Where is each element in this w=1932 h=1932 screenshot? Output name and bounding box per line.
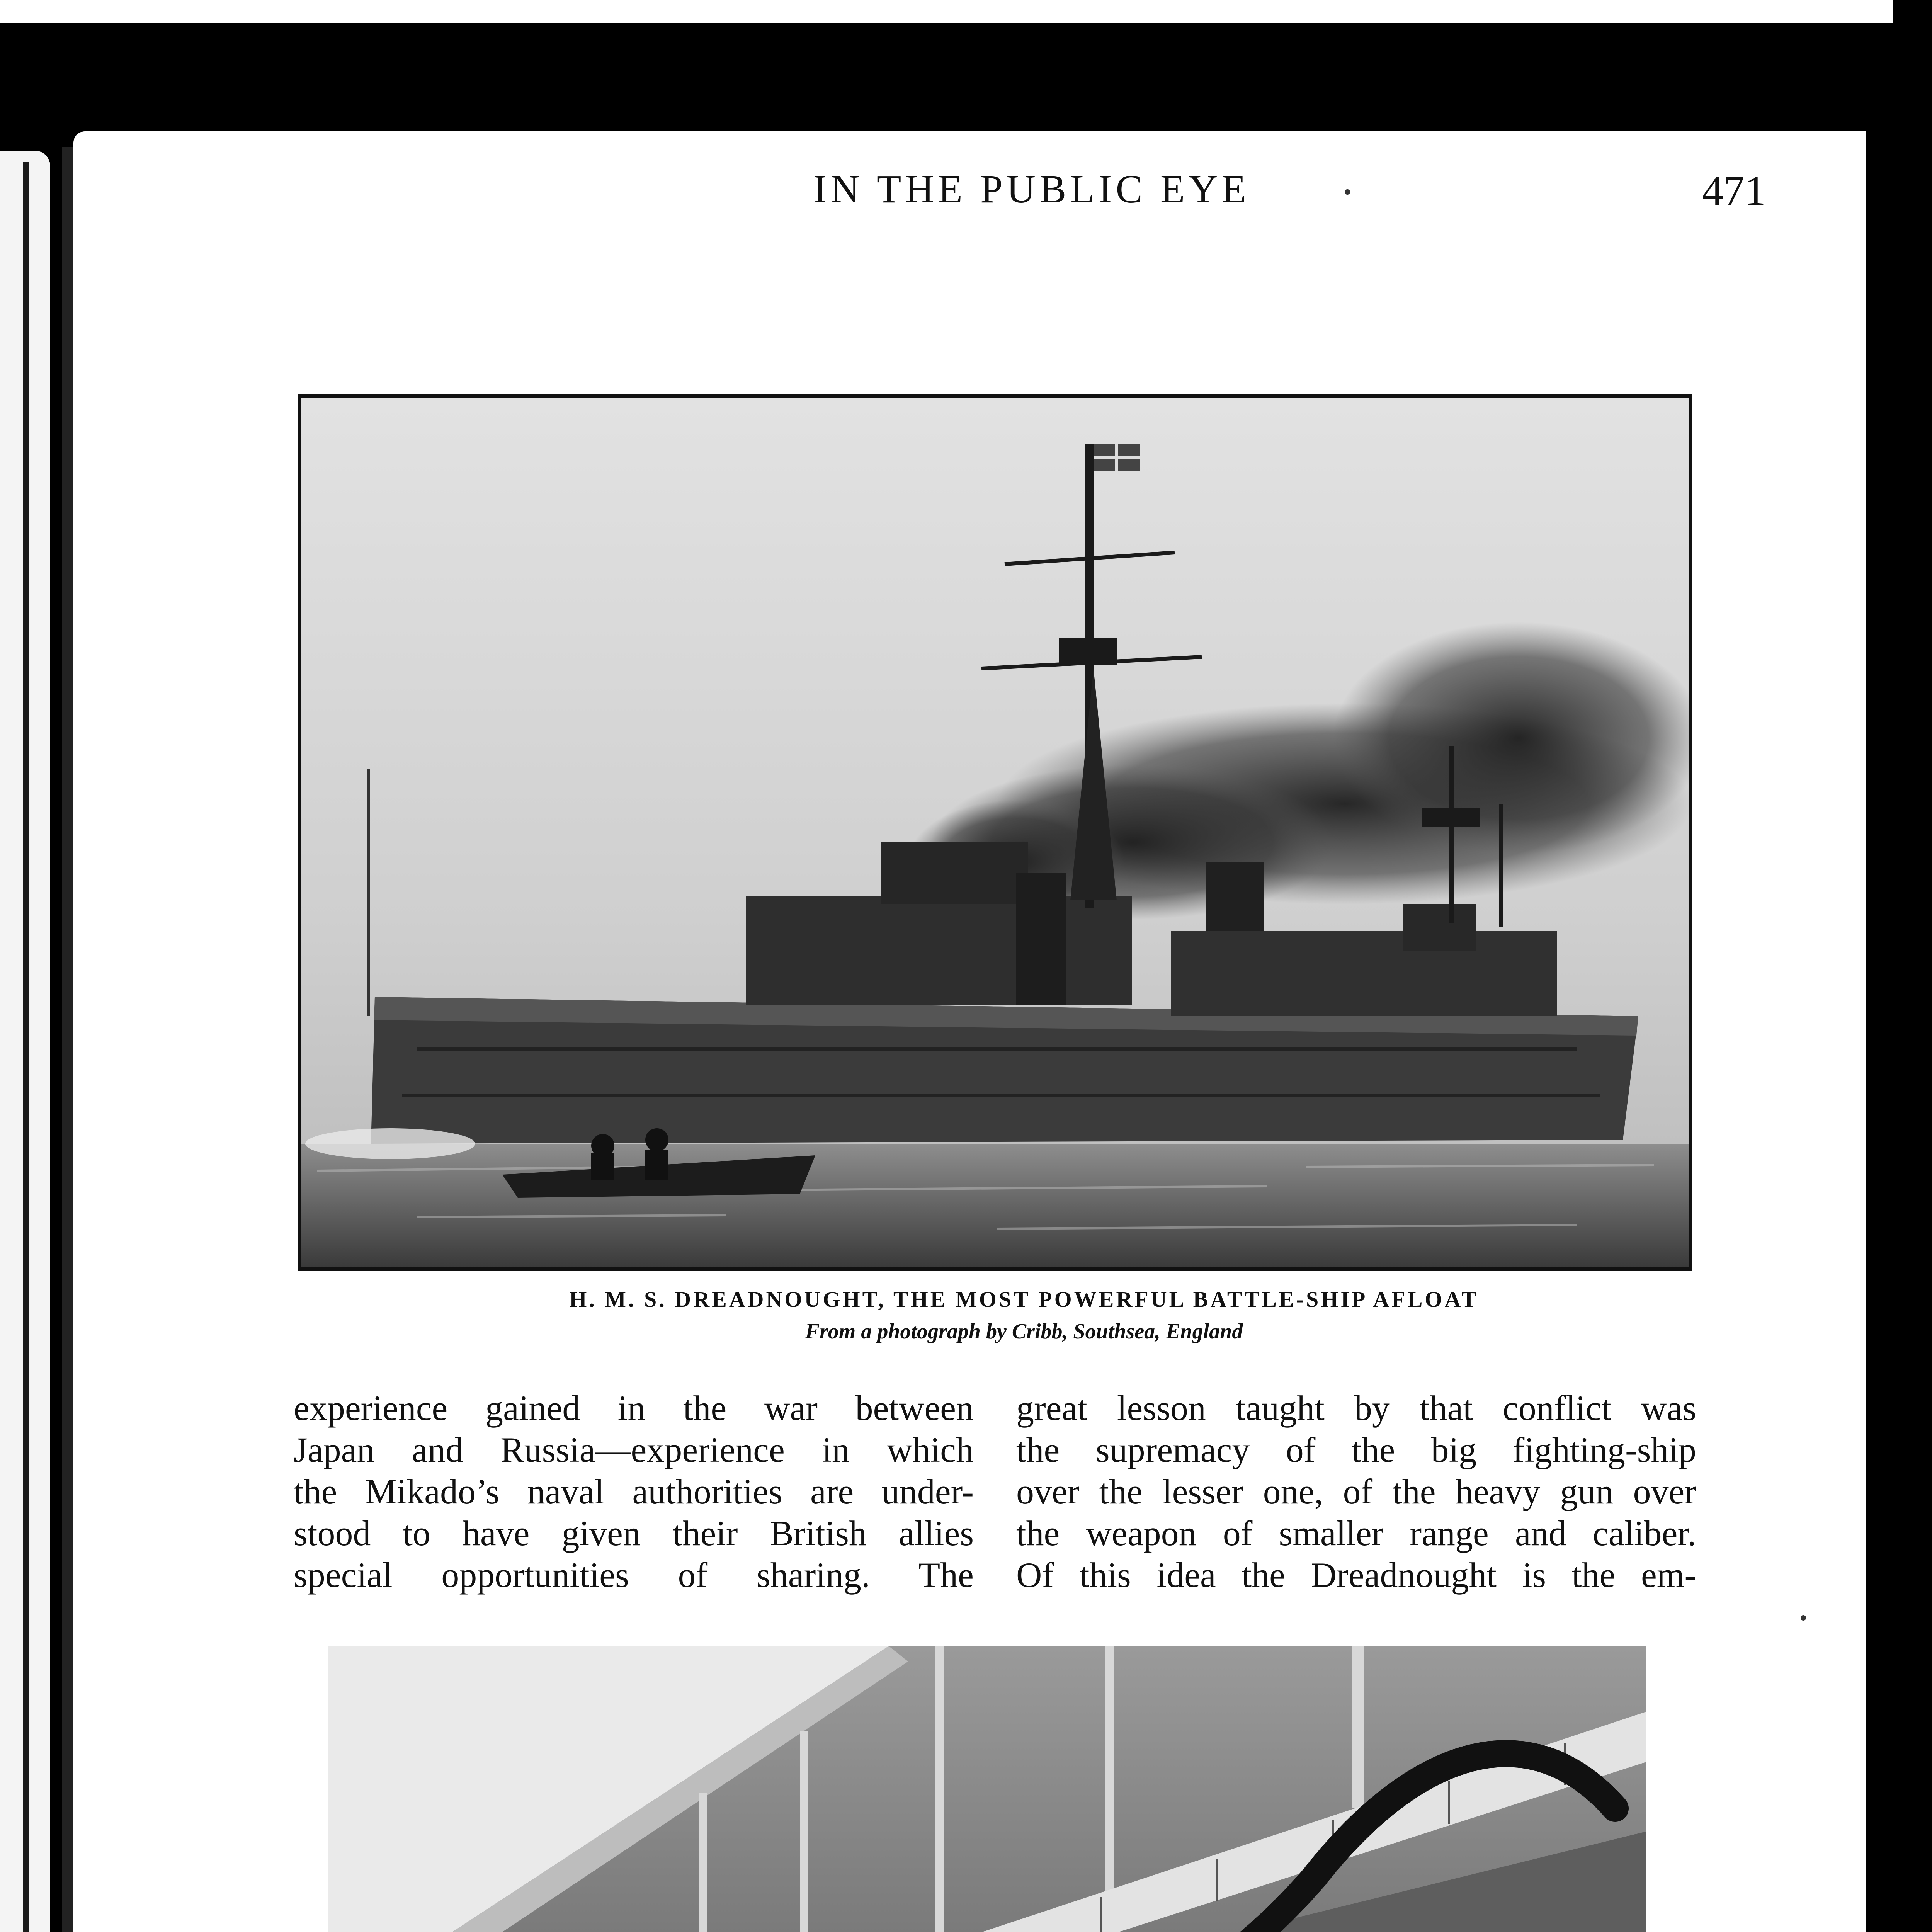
body-line: Japan and Russia—experience in which: [294, 1430, 974, 1469]
ship-caption: [270, 1283, 1777, 1347]
running-title: IN THE PUBLIC EYE: [813, 167, 1250, 211]
dreadnought-photo: [298, 394, 1692, 1271]
scan-speck: [1801, 1615, 1806, 1621]
body-line: experience gained in the war between: [294, 1388, 974, 1428]
ship-caption-title: H. M. S. DREADNOUGHT, THE MOST POWERFUL BATTLE-SHIP AFLOAT: [569, 1287, 1479, 1312]
body-line: special opportunities of sharing. The: [294, 1555, 974, 1595]
book-gutter: [62, 147, 75, 1932]
ship-caption-credit: From a photograph by Cribb, Southsea, England: [805, 1320, 1243, 1344]
facing-page-shadow: [23, 162, 29, 1932]
body-line: stood to have given their British allies: [294, 1514, 974, 1553]
page-header: [298, 166, 1766, 224]
body-column-right: [1016, 1387, 1696, 1596]
scan-top-strip: [0, 0, 1893, 23]
body-line: the weapon of smaller range and caliber.: [1016, 1514, 1696, 1553]
body-line: the Mikado’s naval authorities are under-: [294, 1472, 974, 1511]
body-line: great lesson taught by that conflict was: [1016, 1388, 1696, 1428]
body-line: the supremacy of the big fighting-ship: [1016, 1430, 1696, 1469]
diplodocus-photo: [328, 1646, 1646, 1932]
body-column-left: [294, 1387, 974, 1596]
page-number: 471: [1702, 167, 1766, 214]
body-line: over the lesser one, of the heavy gun over: [1016, 1472, 1696, 1511]
scan-speck: [1345, 189, 1350, 195]
body-line: Of this idea the Dreadnought is the em-: [1016, 1555, 1696, 1595]
